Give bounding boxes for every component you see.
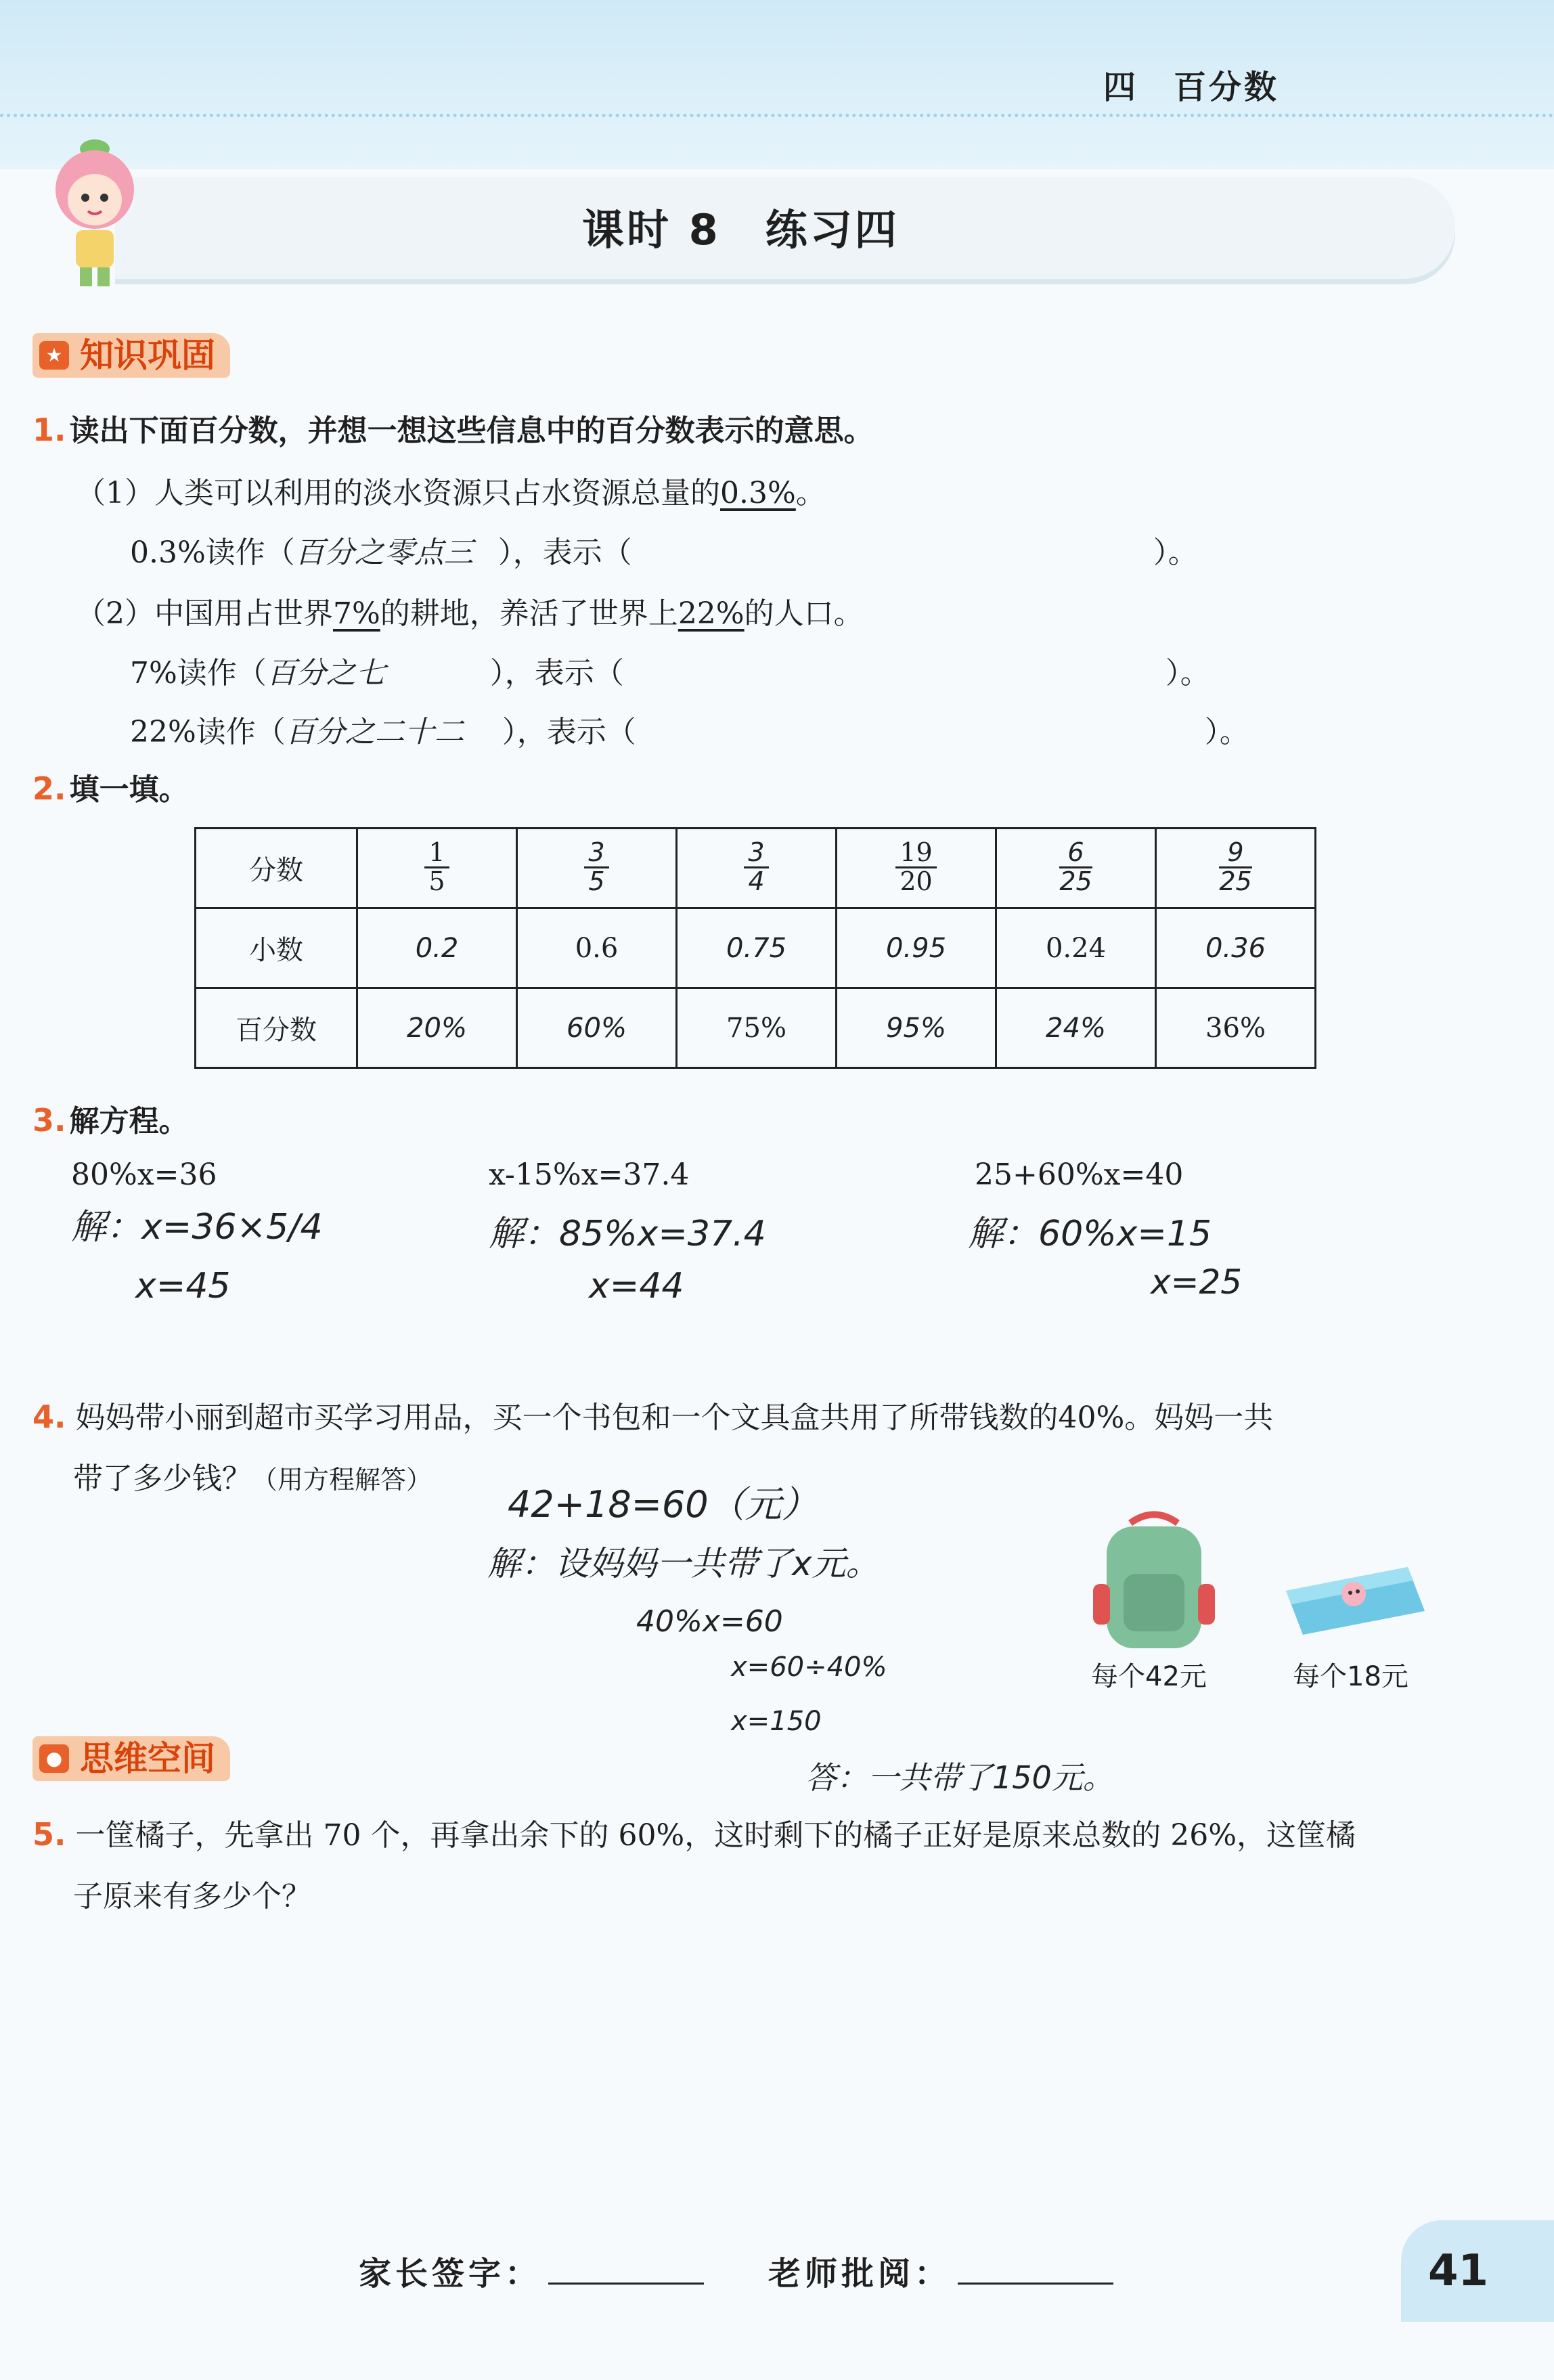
- table-row-percent: [196, 988, 1316, 1068]
- q4-work-2: 解：设妈妈一共带了x元。: [487, 1544, 880, 1583]
- chapter-title: 四 百分数: [1103, 68, 1280, 106]
- fraction-cell: $\frac{9}{25}$: [1156, 829, 1316, 908]
- section-tag-thinking: ● 思维空间: [32, 1736, 230, 1781]
- eq1-work-1: 解：x=36×5/4: [71, 1207, 323, 1248]
- percent-cell: 95%: [837, 988, 996, 1068]
- eq3-work-2: x=25: [1151, 1262, 1243, 1302]
- q1-part2: （2）中国用占世界7%的耕地，养活了世界上22%的人口。: [76, 596, 864, 631]
- fill-table: [194, 827, 1316, 1069]
- percent-cell: 24%: [996, 988, 1156, 1068]
- eq3-work-1: 解：60%x=15: [968, 1214, 1212, 1254]
- q1-read-row-2: 7%读作（百分之七 ），表示（ ）。: [130, 648, 1210, 692]
- equation-2: x-15%x=37.4: [489, 1158, 690, 1192]
- decimal-cell: 0.2: [357, 908, 517, 988]
- teacher-review-line[interactable]: [958, 2283, 1113, 2285]
- backpack-icon: [1090, 1509, 1218, 1652]
- backpack-price: 每个42元: [1091, 1661, 1207, 1692]
- percent-cell: 36%: [1156, 988, 1316, 1068]
- question-3: 3. 解方程。: [32, 1102, 189, 1139]
- q4-work-6: 答：一共带了150元。: [805, 1759, 1114, 1796]
- fraction-cell: $\frac{3}{5}$: [517, 829, 677, 908]
- q1-part1: （1）人类可以利用的淡水资源只占水资源总量的0.3%。: [76, 476, 826, 510]
- decimal-cell: 0.24: [996, 908, 1156, 988]
- q4-work-4: x=60÷40%: [731, 1652, 887, 1683]
- pencil-box-icon: [1279, 1564, 1428, 1638]
- question-4: 4. 妈妈带小丽到超市买学习用品，买一个书包和一个文具盒共用了所带钱数的40%。妈妈一共: [32, 1398, 1274, 1435]
- row-header: 百分数: [196, 988, 357, 1068]
- row-header: 小数: [196, 908, 357, 988]
- question-5: 5. 一筐橘子，先拿出 70 个，再拿出余下的 60%，这时剩下的橘子正好是原来总数的 26%，这筐橘: [32, 1816, 1356, 1853]
- fraction-cell: $\frac{6}{25}$: [996, 829, 1156, 908]
- q1-read-row-1: 0.3%读作（百分之零点三 ），表示（ ）。: [130, 528, 1198, 571]
- row-header: 分数: [196, 829, 357, 908]
- question-4-line-2: 带了多少钱？（用方程解答）: [73, 1461, 432, 1496]
- eq2-work-1: 解：85%x=37.4: [489, 1214, 766, 1254]
- fraction-cell: $\frac{3}{4}$: [677, 829, 837, 908]
- section-tag-knowledge: ★ 知识巩固: [32, 333, 230, 378]
- decimal-cell: 0.75: [677, 908, 837, 988]
- q4-work-3: 40%x=60: [636, 1604, 783, 1639]
- lesson-title: 课时 8 练习四: [582, 205, 900, 255]
- question-2: 2. 填一填。: [32, 770, 189, 807]
- lightbulb-icon: ●: [39, 1744, 69, 1773]
- header-dotted-border: [0, 114, 1554, 117]
- fraction-cell: $\frac{19}{20}$: [837, 829, 996, 908]
- mascot-icon: [47, 135, 142, 291]
- parent-signature-line[interactable]: [548, 2283, 704, 2285]
- decimal-cell: 0.6: [517, 908, 677, 988]
- page-number: 41: [1428, 2246, 1489, 2296]
- fraction-cell: $\frac{1}{5}$: [357, 829, 517, 908]
- pencilbox-price: 每个18元: [1293, 1661, 1408, 1692]
- table-row-fraction: [196, 829, 1316, 908]
- equation-1: 80%x=36: [71, 1158, 217, 1192]
- question-1: 1. 读出下面百分数，并想一想这些信息中的百分数表示的意思。: [32, 412, 874, 448]
- parent-signature: 家长签字：: [359, 2247, 704, 2294]
- eq2-work-2: x=44: [589, 1266, 684, 1306]
- handwritten-answer: 百分之零点三: [294, 535, 474, 570]
- handwritten-answer: 百分之七: [266, 656, 386, 690]
- handwritten-answer: 百分之二十二: [285, 715, 464, 749]
- eq1-work-2: x=45: [135, 1266, 231, 1306]
- table-row-decimal: [196, 908, 1316, 988]
- percent-cell: 20%: [357, 988, 517, 1068]
- star-icon: ★: [39, 341, 69, 370]
- q4-work-1: 42+18=60（元）: [508, 1483, 818, 1526]
- header-band: [0, 0, 1554, 169]
- q4-work-5: x=150: [731, 1706, 822, 1737]
- percent-cell: 75%: [677, 988, 837, 1068]
- decimal-cell: 0.95: [837, 908, 996, 988]
- q1-read-row-3: 22%读作（百分之二十二 ），表示（ ）。: [130, 707, 1249, 751]
- decimal-cell: 0.36: [1156, 908, 1316, 988]
- equation-3: 25+60%x=40: [975, 1158, 1184, 1192]
- question-5-line-2: 子原来有多少个？: [73, 1879, 311, 1914]
- teacher-review: 老师批阅：: [768, 2247, 1113, 2294]
- percent-cell: 60%: [517, 988, 677, 1068]
